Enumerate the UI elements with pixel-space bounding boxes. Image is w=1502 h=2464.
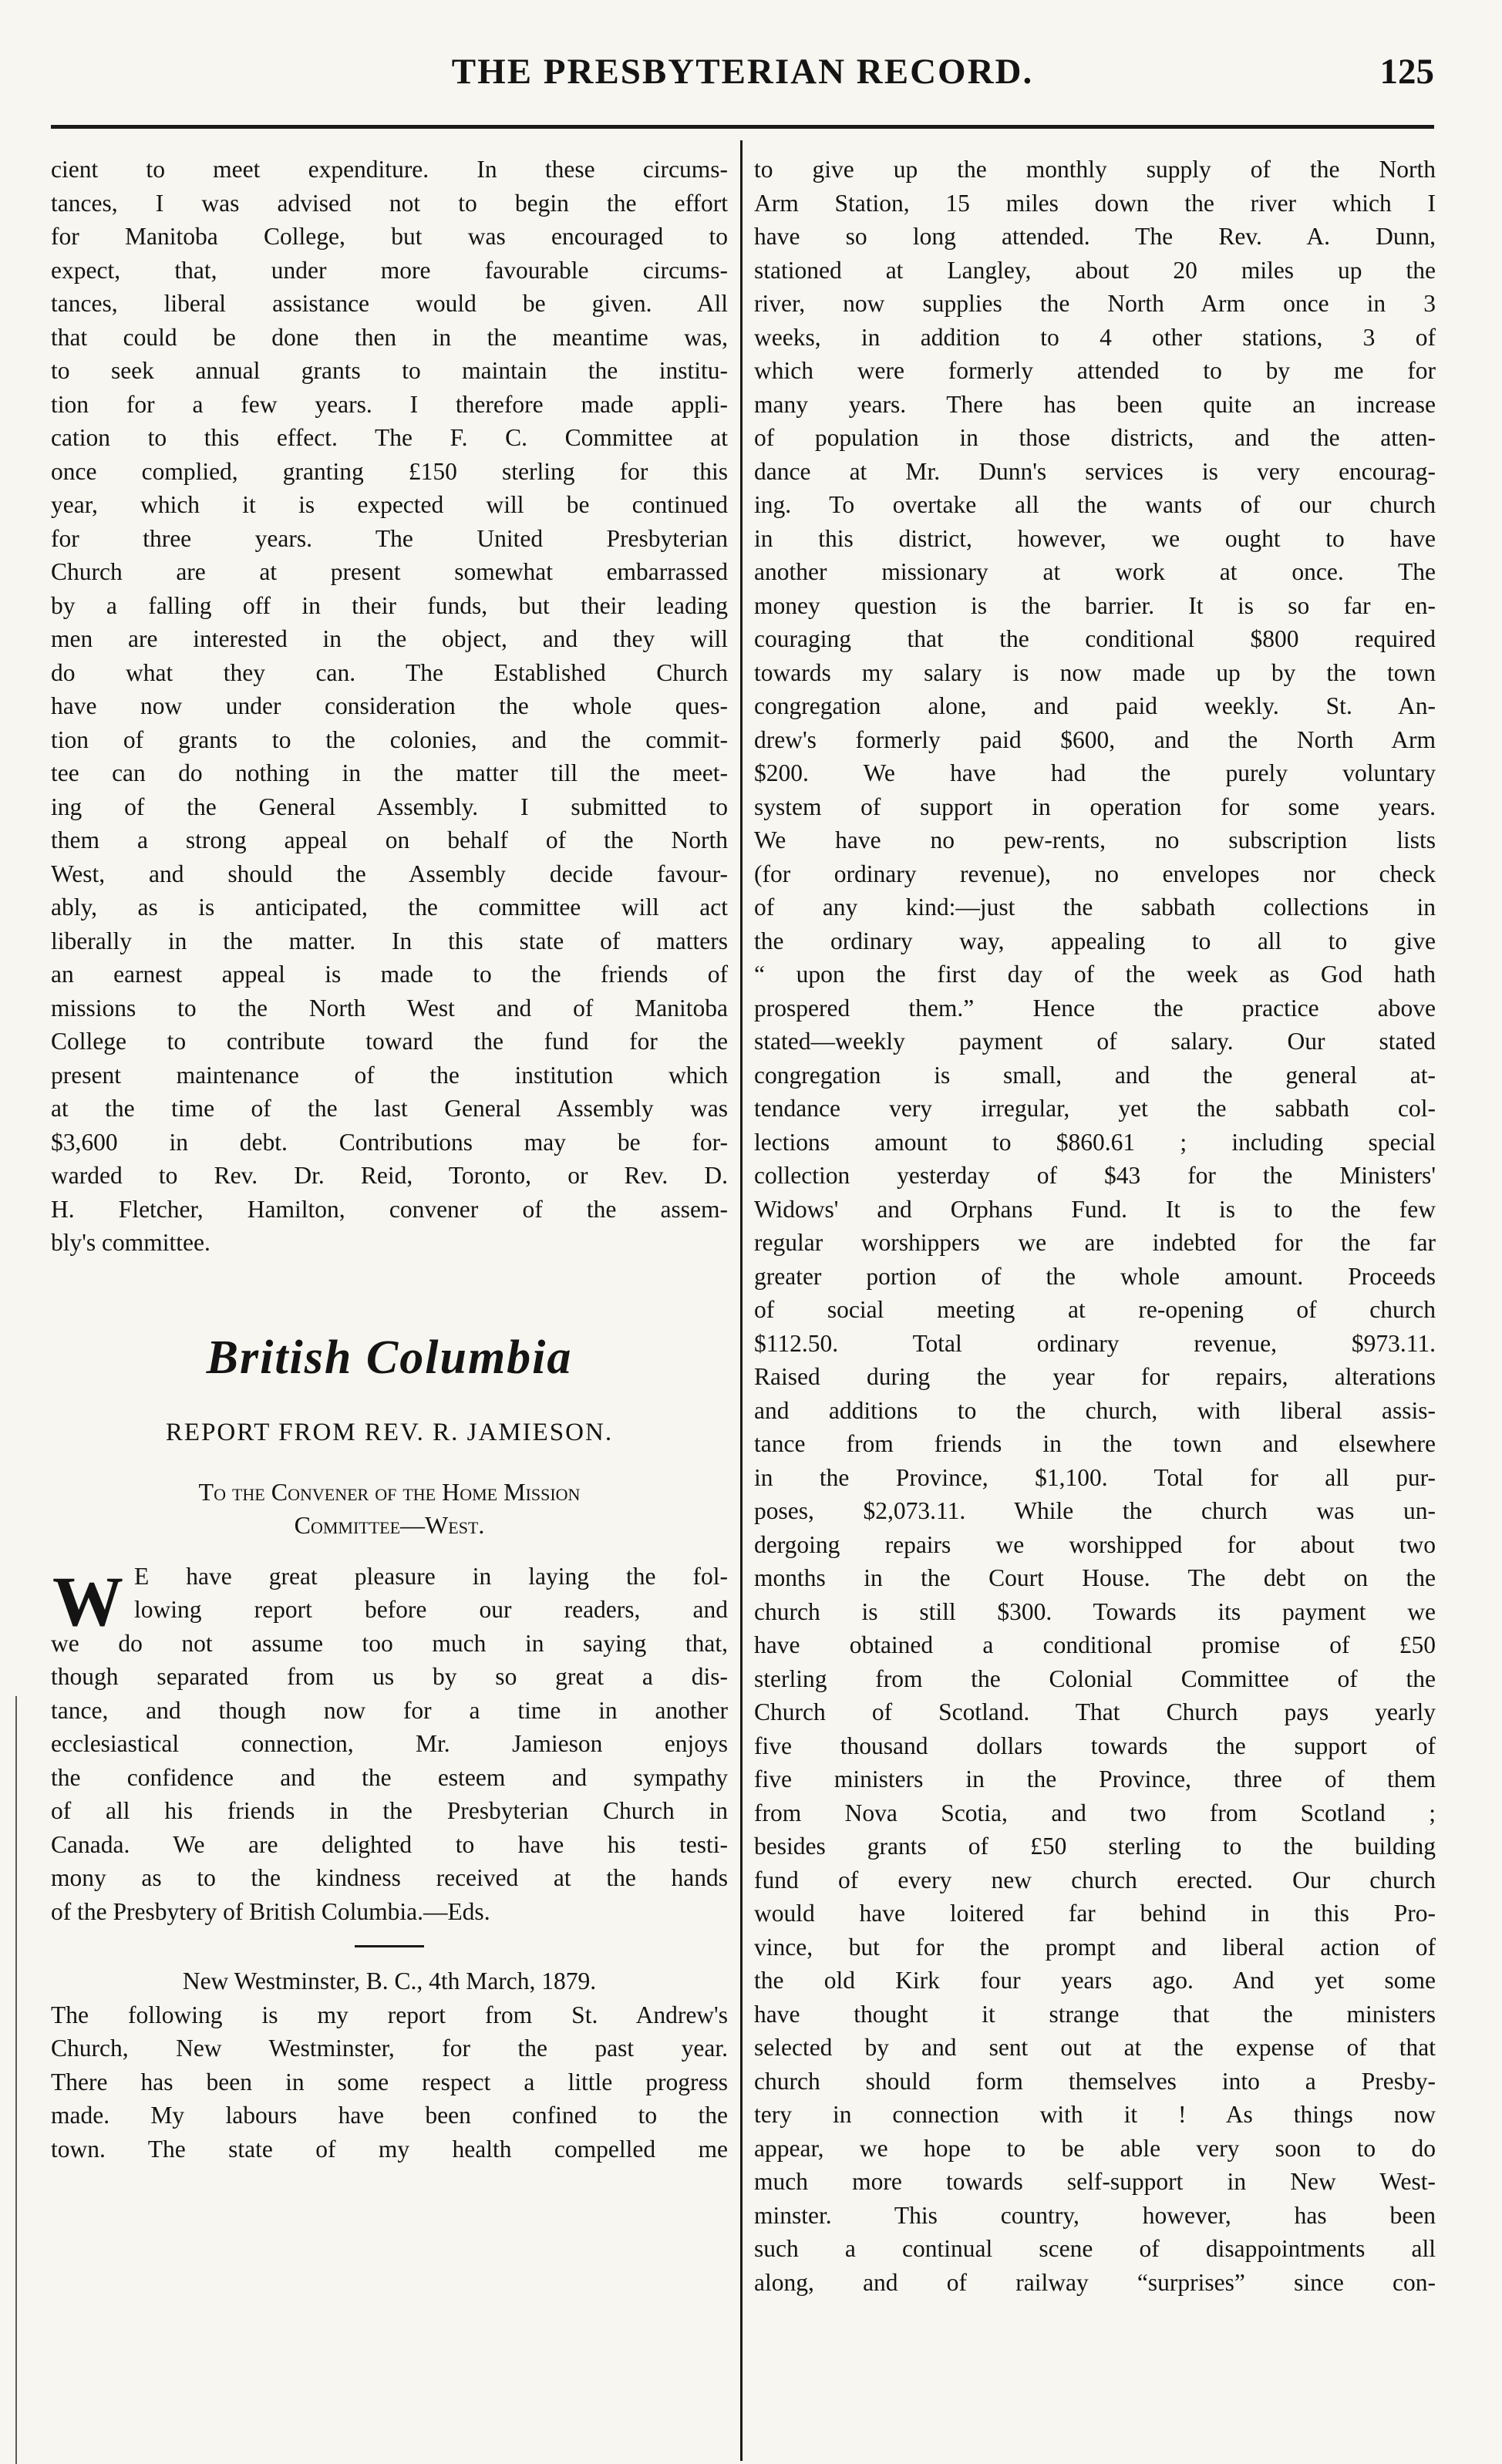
text-line: town. The state of my health compelled me [51, 2135, 728, 2163]
text-line: year, which it is expected will be continued [51, 491, 728, 518]
text-line: tee can do nothing in the matter till the meet- [51, 759, 728, 786]
text-line: appear, we hope to be able very soon to do [754, 2134, 1436, 2162]
text-line: mony as to the kindness received at the hands [51, 1864, 728, 1891]
text-line: tery in connection with it ! As things now [754, 2101, 1436, 2128]
text-line: bly's committee. [51, 1229, 210, 1256]
text-line: dergoing repairs we worshipped for about two [754, 1530, 1436, 1558]
text-line: couraging that the conditional $800 required [754, 625, 1436, 652]
text-line: $200. We have had the purely voluntary [754, 759, 1436, 786]
text-line: Arm Station, 15 miles down the river which I [754, 189, 1436, 217]
text-line: Canada. We are delighted to have his testi- [51, 1830, 728, 1858]
text-line: poses, $2,073.11. While the church was un- [754, 1497, 1436, 1524]
text-line: the confidence and the esteem and sympathy [51, 1763, 728, 1791]
text-line: to give up the monthly supply of the North [754, 156, 1436, 183]
text-line: sterling from the Colonial Committee of the [754, 1665, 1436, 1692]
text-line: expect, that, under more favourable circums- [51, 256, 728, 284]
text-line: we do not assume too much in saying that, [51, 1629, 728, 1657]
text-line: dance at Mr. Dunn's services is very encourag- [754, 457, 1436, 485]
text-line: weeks, in addition to 4 other stations, 3 of [754, 323, 1436, 351]
text-line: Raised during the year for repairs, alterations [754, 1363, 1436, 1390]
text-line: tance, and though now for a time in another [51, 1696, 728, 1724]
dateline: New Westminster, B. C., 4th March, 1879. [182, 1967, 597, 1994]
text-line: cient to meet expenditure. In these circums- [51, 156, 728, 183]
text-line: (for ordinary revenue), no envelopes nor check [754, 860, 1436, 887]
text-line: in the Province, $1,100. Total for all pur- [754, 1463, 1436, 1491]
text-line: of the Presbytery of British Columbia.—Eds. [51, 1897, 490, 1925]
text-line: men are interested in the object, and they will [51, 625, 728, 652]
text-line: have obtained a conditional promise of £50 [754, 1631, 1436, 1658]
text-line: stationed at Langley, about 20 miles up the [754, 256, 1436, 284]
text-line: system of support in operation for some years. [754, 793, 1436, 820]
text-line: once complied, granting £150 sterling for this [51, 457, 728, 485]
text-line: made. My labours have been confined to the [51, 2102, 728, 2129]
text-line: regular worshippers we are indebted for the far [754, 1229, 1436, 1256]
text-line: months in the Court House. The debt on the [754, 1564, 1436, 1591]
text-line: The following is my report from St. Andrew's [51, 2001, 728, 2028]
text-line: College to contribute toward the fund for the [51, 1028, 728, 1055]
text-line: stated—weekly payment of salary. Our stated [754, 1028, 1436, 1055]
text-line: Church, New Westminster, for the past year. [51, 2035, 728, 2062]
text-line: by a falling off in their funds, but their leading [51, 591, 728, 619]
text-line: E have great pleasure in laying the fol- [134, 1562, 728, 1590]
column-divider [740, 140, 743, 2461]
right-column [754, 153, 1436, 2299]
text-line: fund of every new church erected. Our church [754, 1866, 1436, 1893]
text-line: warded to Rev. Dr. Reid, Toronto, or Rev. D. [51, 1162, 728, 1189]
text-line: drew's formerly paid $600, and the North Arm [754, 725, 1436, 753]
text-line: from Nova Scotia, and two from Scotland ; [754, 1799, 1436, 1826]
text-line: tance from friends in the town and elsewhere [754, 1430, 1436, 1457]
text-line: such a continual scene of disappointments all [754, 2235, 1436, 2262]
text-line: tion for a few years. I therefore made appli- [51, 390, 728, 418]
drop-cap: W [52, 1561, 123, 1641]
text-line: them a strong appeal on behalf of the North [51, 826, 728, 853]
text-line: of any kind:—just the sabbath collections in [754, 894, 1436, 921]
text-line: the old Kirk four years ago. And yet some [754, 1967, 1436, 1994]
text-line: tendance very irregular, yet the sabbath col- [754, 1095, 1436, 1122]
text-line: five thousand dollars towards the support of [754, 1732, 1436, 1759]
text-line: and additions to the church, with liberal assis- [754, 1396, 1436, 1424]
text-line: of all his friends in the Presbyterian Church in [51, 1797, 728, 1824]
text-line: an earnest appeal is made to the friends of [51, 961, 728, 988]
text-line: for three years. The United Presbyterian [51, 524, 728, 552]
text-line: have so long attended. The Rev. A. Dunn, [754, 223, 1436, 250]
text-line: cation to this effect. The F. C. Committee at [51, 424, 728, 451]
text-line: There has been in some respect a little progress [51, 2068, 728, 2095]
text-line: West, and should the Assembly decide favour- [51, 860, 728, 887]
text-line: towards my salary is now made up by the town [754, 658, 1436, 686]
text-line: “ upon the first day of the week as God hath [754, 961, 1436, 988]
text-line: for Manitoba College, but was encouraged to [51, 223, 728, 250]
text-line: five ministers in the Province, three of them [754, 1766, 1436, 1792]
text-line: Church of Scotland. That Church pays yearly [754, 1698, 1436, 1725]
text-line: do what they can. The Established Church [51, 658, 728, 686]
text-line: $3,600 in debt. Contributions may be for- [51, 1128, 728, 1156]
text-line: liberally in the matter. In this state of matters [51, 927, 728, 954]
letter-opening [51, 1998, 728, 2166]
text-line: church should form themselves into a Presby- [754, 2067, 1436, 2095]
text-line: vince, but for the prompt and liberal action of [754, 1933, 1436, 1961]
page-header [51, 51, 1434, 105]
text-line: prospered them.” Hence the practice above [754, 994, 1436, 1022]
text-line: though separated from us by so great a dis- [51, 1663, 728, 1690]
text-line: Widows' and Orphans Fund. It is to the few [754, 1195, 1436, 1223]
page-number: 125 [1379, 52, 1434, 92]
text-line: tances, I was advised not to begin the effort [51, 189, 728, 217]
text-line: Church are at present somewhat embarrassed [51, 558, 728, 585]
text-line: selected by and sent out at the expense of that [754, 2034, 1436, 2061]
text-line: tances, liberal assistance would be given. All [51, 290, 728, 317]
text-line: We have no pew-rents, no subscription lists [754, 826, 1436, 853]
text-line: present maintenance of the institution which [51, 1061, 728, 1089]
letter-continued [754, 153, 1436, 2299]
text-line: congregation alone, and paid weekly. St. An- [754, 692, 1436, 719]
text-line: ecclesiastical connection, Mr. Jamieson enjoys [51, 1730, 728, 1757]
text-line: tion of grants to the colonies, and the commit- [51, 725, 728, 753]
text-line: lections amount to $860.61 ; including special [754, 1128, 1436, 1156]
section-title: British Columbia [206, 1331, 573, 1384]
text-line: have thought it strange that the ministers [754, 2000, 1436, 2028]
text-line: lowing report before our readers, and [134, 1596, 728, 1623]
text-line: congregation is small, and the general at- [754, 1061, 1436, 1089]
text-line: H. Fletcher, Hamilton, convener of the assem- [51, 1195, 728, 1223]
text-line: in this district, however, we ought to have [754, 524, 1436, 552]
text-line: which were formerly attended to by me for [754, 357, 1436, 384]
text-line: ing of the General Assembly. I submitted to [51, 793, 728, 820]
text-line: at the time of the last General Assembly was [51, 1095, 728, 1122]
text-line: many years. There has been quite an increase [754, 390, 1436, 418]
text-line: much more towards self-support in New West- [754, 2168, 1436, 2195]
text-line: $112.50. Total ordinary revenue, $973.11. [754, 1329, 1436, 1357]
text-line: ably, as is anticipated, the committee will act [51, 894, 728, 921]
text-line: of population in those districts, and the atten- [754, 424, 1436, 451]
editor-intro [51, 1560, 728, 1929]
text-line: would have loitered far behind in this Pro- [754, 1900, 1436, 1927]
text-line: church is still $300. Towards its payment we [754, 1597, 1436, 1625]
text-line: minster. This country, however, has been [754, 2201, 1436, 2229]
text-line: missions to the North West and of Manitoba [51, 994, 728, 1022]
text-line: have now under consideration the whole ques- [51, 692, 728, 719]
text-line: ing. To overtake all the wants of our church [754, 491, 1436, 518]
addressee-line: Committee—West. [294, 1511, 485, 1539]
text-line: the ordinary way, appealing to all to give [754, 927, 1436, 954]
text-line: along, and of railway “surprises” since con- [754, 2268, 1436, 2296]
addressee-line: To the Convener of the Home Mission [198, 1477, 581, 1506]
text-line: money question is the barrier. It is so far en- [754, 591, 1436, 619]
margin-line [15, 1696, 17, 2464]
text-line: to seek annual grants to maintain the institu- [51, 357, 728, 384]
text-line: greater portion of the whole amount. Proceeds [754, 1262, 1436, 1290]
text-line: collection yesterday of $43 for the Ministers' [754, 1162, 1436, 1189]
text-line: river, now supplies the North Arm once in 3 [754, 290, 1436, 317]
header-rule [51, 125, 1434, 129]
report-heading: REPORT FROM REV. R. JAMIESON. [165, 1418, 614, 1446]
text-line: another missionary at work at once. The [754, 558, 1436, 585]
text-line: besides grants of £50 sterling to the building [754, 1833, 1436, 1860]
manitoba-paragraph [51, 153, 728, 1260]
left-column [51, 153, 728, 2166]
text-line: of social meeting at re-opening of church [754, 1296, 1436, 1323]
running-title: THE PRESBYTERIAN RECORD. [451, 52, 1034, 92]
section-rule [355, 1945, 424, 1947]
text-line: that could be done then in the meantime was, [51, 323, 728, 351]
